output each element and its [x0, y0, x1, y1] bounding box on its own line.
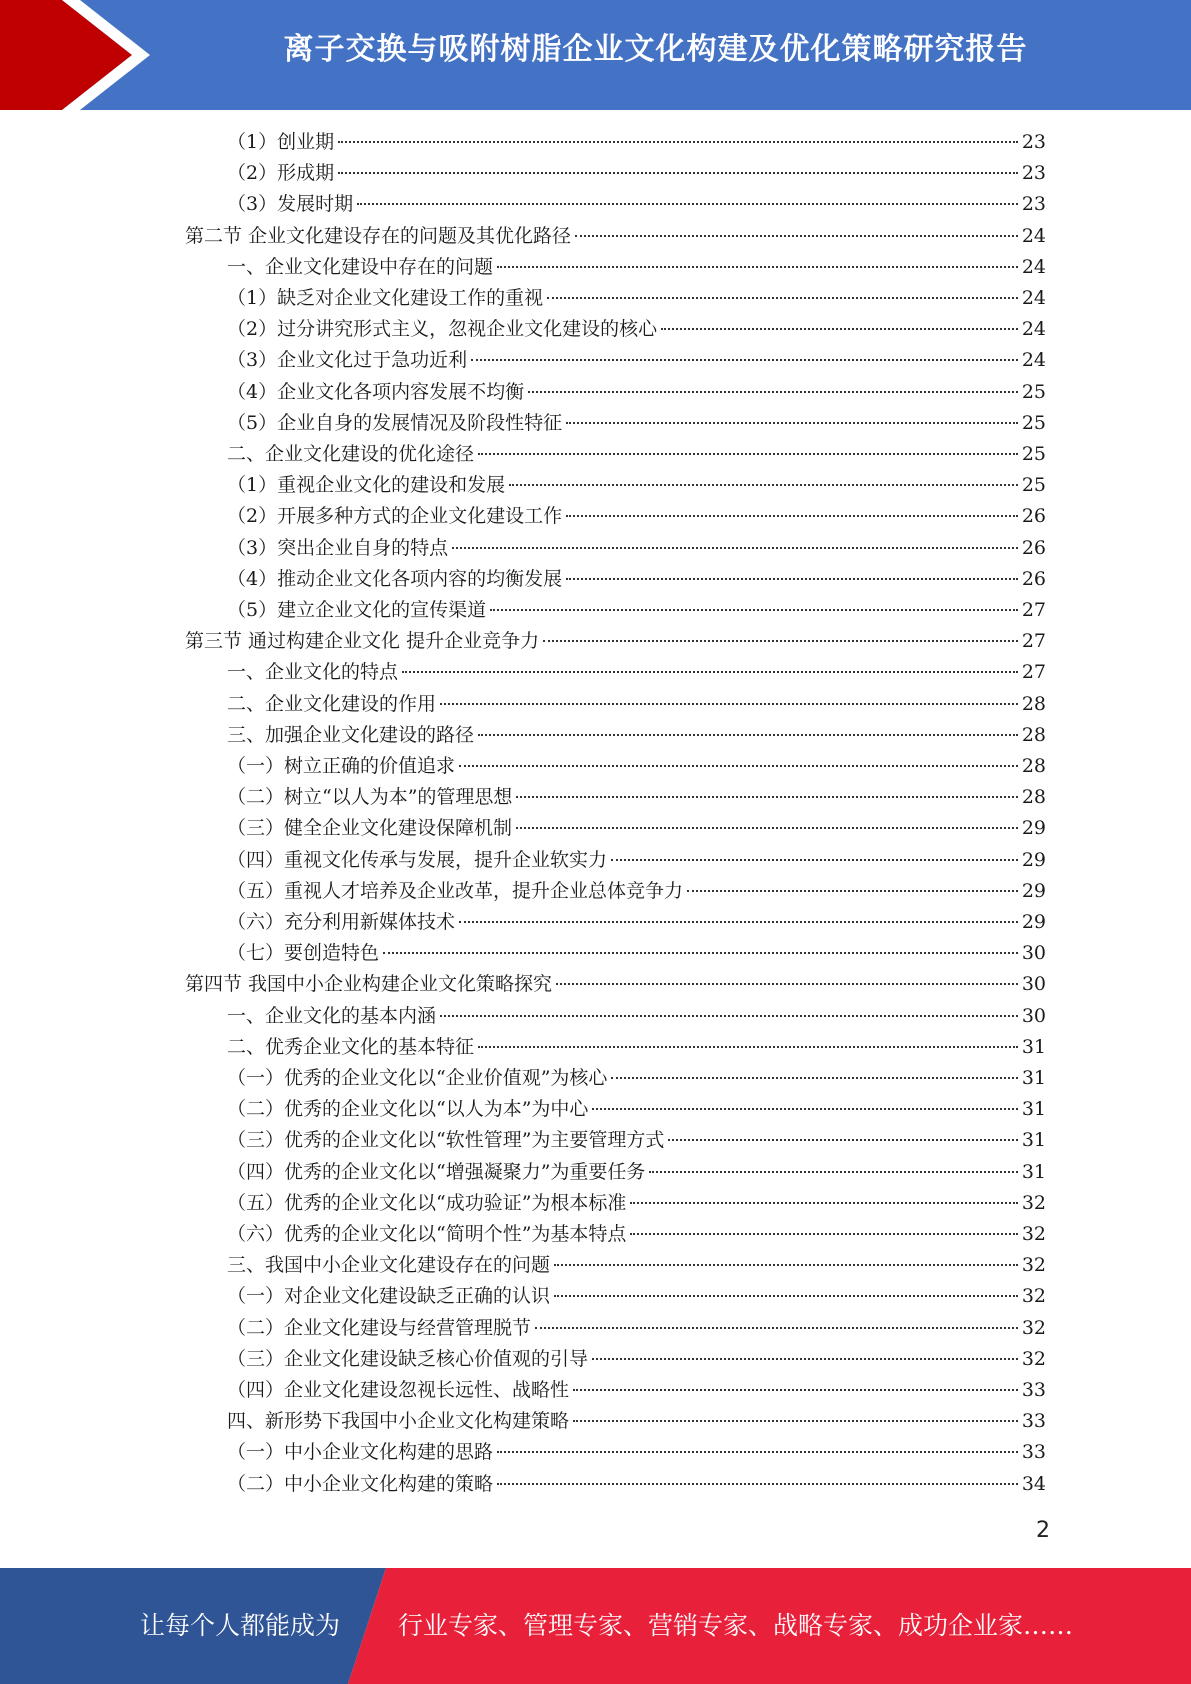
toc-dot-leader: [478, 453, 1018, 455]
toc-entry-page: 24: [1021, 224, 1046, 247]
toc-entry[interactable]: [227, 1250, 1046, 1281]
toc-entry[interactable]: [227, 1437, 1046, 1468]
toc-entry-title: 一、企业文化建设中存在的问题: [227, 255, 494, 278]
toc-entry[interactable]: [227, 813, 1046, 844]
toc-dot-leader: [554, 1295, 1018, 1297]
toc-dot-leader: [668, 1139, 1017, 1141]
toc-entry[interactable]: [227, 1313, 1046, 1344]
toc-entry-page: 23: [1021, 131, 1046, 153]
toc-entry-page: 30: [1021, 1004, 1046, 1027]
toc-entry-title: （4）推动企业文化各项内容的均衡发展: [227, 567, 563, 590]
toc-entry[interactable]: [227, 564, 1046, 595]
toc-entry-title: （二）树立“以人为本”的管理思想: [227, 786, 513, 809]
toc-entry-page: 31: [1021, 1160, 1046, 1183]
toc-entry[interactable]: [227, 782, 1046, 813]
toc-entry-title: （3）发展时期: [227, 193, 354, 216]
toc-entry-title: 二、企业文化建设的优化途径: [227, 443, 475, 465]
toc-dot-leader: [554, 1264, 1018, 1266]
toc-dot-leader: [592, 1358, 1018, 1360]
toc-entry[interactable]: [185, 221, 1046, 252]
toc-entry[interactable]: [227, 439, 1046, 470]
toc-entry-title: （五）优秀的企业文化以“成功验证”为根本标准: [227, 1191, 627, 1214]
toc-entry-title: （一）对企业文化建设缺乏正确的认识: [227, 1285, 551, 1308]
toc-entry[interactable]: [227, 1157, 1046, 1188]
toc-entry[interactable]: [227, 283, 1046, 314]
toc-entry-page: 26: [1021, 536, 1046, 559]
toc-entry-page: 34: [1021, 1472, 1046, 1495]
page-header: [0, 0, 1191, 110]
toc-entry-title: （一）中小企业文化构建的思路: [227, 1441, 494, 1464]
toc-entry-title: 四、新形势下我国中小企业文化构建策略: [227, 1410, 570, 1433]
toc-entry-page: 29: [1021, 817, 1046, 840]
toc-entry[interactable]: [227, 595, 1046, 626]
toc-entry-page: 26: [1021, 505, 1046, 528]
toc-entry[interactable]: [227, 689, 1046, 720]
toc-dot-leader: [630, 1202, 1017, 1204]
toc-entry-page: 30: [1021, 973, 1046, 996]
toc-entry-page: 28: [1021, 692, 1046, 715]
toc-entry[interactable]: [227, 314, 1046, 345]
toc-entry[interactable]: [227, 1063, 1046, 1094]
toc-entry-title: （一）树立正确的价值追求: [227, 755, 456, 777]
toc-entry[interactable]: [227, 1375, 1046, 1406]
toc-entry-page: 27: [1021, 599, 1046, 621]
toc-entry-page: 23: [1021, 162, 1046, 185]
toc-entry-title: （1）重视企业文化的建设和发展: [227, 474, 506, 497]
toc-dot-leader: [687, 890, 1018, 892]
toc-dot-leader: [575, 235, 1018, 237]
toc-entry-page: 24: [1021, 349, 1046, 372]
toc-entry-title: （二）中小企业文化构建的策略: [227, 1472, 494, 1495]
toc-dot-leader: [611, 1077, 1017, 1079]
toc-entry-page: 27: [1021, 630, 1046, 653]
toc-entry-title: 二、企业文化建设的作用: [227, 692, 437, 715]
toc-dot-leader: [573, 1420, 1018, 1422]
toc-entry-page: 31: [1021, 1098, 1046, 1121]
toc-dot-leader: [611, 859, 1018, 861]
toc-dot-leader: [490, 609, 1018, 611]
toc-dot-leader: [516, 796, 1017, 798]
toc-entry-page: 31: [1021, 1035, 1046, 1058]
toc-entry-page: 33: [1021, 1379, 1046, 1401]
toc-dot-leader: [573, 1389, 1018, 1391]
toc-entry-page: 30: [1021, 942, 1046, 965]
toc-entry-page: 24: [1021, 255, 1046, 278]
page-footer: [0, 1568, 1191, 1684]
toc-dot-leader: [440, 1015, 1018, 1017]
toc-entry-page: 24: [1021, 318, 1046, 341]
toc-entry-title: （3）企业文化过于急功近利: [227, 349, 468, 372]
toc-entry-title: （五）重视人才培养及企业改革，提升企业总体竞争力: [227, 879, 684, 902]
footer-slogan-right: 行业专家、管理专家、营销专家、战略专家、成功企业家……: [398, 1611, 1074, 1640]
toc-dot-leader: [478, 734, 1018, 736]
toc-dot-leader: [566, 422, 1018, 424]
report-title: 离子交换与吸附树脂企业文化构建及优化策略研究报告: [283, 32, 1028, 67]
toc-dot-leader: [547, 297, 1018, 299]
toc-entry[interactable]: [227, 408, 1046, 439]
toc-entry-title: （3）突出企业自身的特点: [227, 536, 449, 559]
toc-entry-title: 三、我国中小企业文化建设存在的问题: [227, 1254, 551, 1277]
toc-entry[interactable]: [227, 938, 1046, 969]
toc-entry-page: 28: [1021, 786, 1046, 809]
toc-entry-page: 24: [1021, 287, 1046, 309]
toc-dot-leader: [556, 983, 1018, 985]
toc-dot-leader: [338, 172, 1018, 174]
toc-dot-leader: [535, 1327, 1018, 1329]
toc-entry[interactable]: [227, 1188, 1046, 1219]
toc-dot-leader: [661, 328, 1018, 330]
toc-entry[interactable]: [227, 845, 1046, 876]
toc-entry-title: （2）过分讲究形式主义，忽视企业文化建设的核心: [227, 318, 658, 341]
toc-dot-leader: [402, 671, 1018, 673]
toc-entry[interactable]: [227, 1344, 1046, 1375]
toc-entry[interactable]: [227, 1094, 1046, 1125]
toc-entry-title: （六）优秀的企业文化以“简明个性”为基本特点: [227, 1223, 627, 1245]
toc-entry[interactable]: [227, 1219, 1046, 1250]
toc-entry-title: （三）企业文化建设缺乏核心价值观的引导: [227, 1347, 589, 1370]
toc-dot-leader: [440, 703, 1018, 705]
toc-dot-leader: [357, 203, 1018, 205]
toc-entry[interactable]: [227, 720, 1046, 751]
toc-entry-page: 28: [1021, 755, 1046, 777]
toc-entry-title: （1）缺乏对企业文化建设工作的重视: [227, 287, 544, 309]
toc-dot-leader: [516, 827, 1018, 829]
toc-entry-title: （2）开展多种方式的企业文化建设工作: [227, 505, 563, 528]
toc-entry-title: 第二节 企业文化建设存在的问题及其优化路径: [185, 224, 572, 247]
toc-dot-leader: [497, 266, 1018, 268]
toc-entry[interactable]: [227, 470, 1046, 501]
toc-entry-page: 28: [1021, 723, 1046, 746]
toc-entry-page: 29: [1021, 848, 1046, 871]
toc-entry-page: 32: [1021, 1347, 1046, 1370]
toc-entry-title: （三）优秀的企业文化以“软性管理”为主要管理方式: [227, 1129, 665, 1152]
toc-entry[interactable]: [227, 907, 1046, 938]
toc-entry-page: 25: [1021, 474, 1046, 497]
toc-entry-page: 32: [1021, 1316, 1046, 1339]
toc-dot-leader: [459, 921, 1018, 923]
toc-dot-leader: [566, 578, 1018, 580]
toc-entry-title: （六）充分利用新媒体技术: [227, 911, 456, 933]
toc-entry[interactable]: [227, 1125, 1046, 1156]
toc-entry-title: （四）企业文化建设忽视长远性、战略性: [227, 1379, 570, 1401]
toc-entry-title: 二、优秀企业文化的基本特征: [227, 1035, 475, 1058]
toc-entry-page: 32: [1021, 1285, 1046, 1308]
toc-entry-title: （一）优秀的企业文化以“企业价值观”为核心: [227, 1067, 608, 1089]
toc-entry[interactable]: [227, 189, 1046, 220]
toc-entry-title: （5）建立企业文化的宣传渠道: [227, 599, 487, 621]
toc-entry[interactable]: [227, 751, 1046, 782]
toc-dot-leader: [383, 952, 1018, 954]
toc-dot-leader: [497, 1451, 1018, 1453]
toc-entry-page: 29: [1021, 911, 1046, 933]
toc-dot-leader: [566, 515, 1018, 517]
toc-entry[interactable]: [227, 876, 1046, 907]
toc-entry-page: 26: [1021, 567, 1046, 590]
toc-entry-page: 23: [1021, 193, 1046, 216]
toc-entry-page: 32: [1021, 1191, 1046, 1214]
page-number: 2: [1036, 1518, 1050, 1543]
toc-entry-title: （二）优秀的企业文化以“以人为本”为中心: [227, 1098, 589, 1121]
toc-entry-title: 一、企业文化的特点: [227, 661, 399, 684]
toc-entry[interactable]: [185, 626, 1046, 657]
toc-entry-page: 25: [1021, 411, 1046, 434]
toc-entry-title: 一、企业文化的基本内涵: [227, 1004, 437, 1027]
footer-slogan-left: 让每个人都能成为: [140, 1611, 341, 1640]
toc-entry-page: 25: [1021, 380, 1046, 403]
toc-entry-page: 32: [1021, 1254, 1046, 1277]
toc-entry-title: 第三节 通过构建企业文化 提升企业竞争力: [185, 630, 540, 653]
chevron-arrow-icon: [0, 0, 160, 110]
toc-entry[interactable]: [227, 252, 1046, 283]
toc-dot-leader: [649, 1171, 1017, 1173]
toc-entry[interactable]: [185, 969, 1046, 1000]
toc-entry[interactable]: [227, 377, 1046, 408]
toc-entry[interactable]: [227, 1469, 1046, 1500]
toc-dot-leader: [630, 1233, 1017, 1235]
toc-dot-leader: [459, 765, 1018, 767]
toc-entry-page: 33: [1021, 1410, 1046, 1433]
toc-dot-leader: [528, 391, 1018, 393]
toc-entry-title: （三）健全企业文化建设保障机制: [227, 817, 513, 840]
toc-entry-page: 27: [1021, 661, 1046, 684]
toc-entry-title: （1）创业期: [227, 131, 335, 153]
toc-entry-title: （2）形成期: [227, 162, 335, 185]
toc-dot-leader: [478, 1046, 1018, 1048]
toc-entry-page: 32: [1021, 1223, 1046, 1245]
toc-dot-leader: [471, 359, 1018, 361]
toc-dot-leader: [452, 547, 1018, 549]
toc-entry[interactable]: [227, 158, 1046, 189]
toc-entry[interactable]: [227, 1281, 1046, 1312]
toc-entry-title: （四）重视文化传承与发展，提升企业软实力: [227, 848, 608, 871]
toc-entry-page: 31: [1021, 1067, 1046, 1089]
toc-entry-title: （4）企业文化各项内容发展不均衡: [227, 380, 525, 403]
toc-entry-title: 三、加强企业文化建设的路径: [227, 723, 475, 746]
toc-dot-leader: [592, 1108, 1017, 1110]
toc-entry-title: （七）要创造特色: [227, 942, 380, 965]
toc-entry-page: 31: [1021, 1129, 1046, 1152]
toc-dot-leader: [543, 640, 1018, 642]
toc-dot-leader: [497, 1483, 1018, 1485]
toc-entry[interactable]: [227, 657, 1046, 688]
toc-entry[interactable]: [227, 1032, 1046, 1063]
toc-entry-page: 33: [1021, 1441, 1046, 1464]
toc-entry[interactable]: [227, 1406, 1046, 1437]
toc-entry-title: （二）企业文化建设与经营管理脱节: [227, 1316, 532, 1339]
toc-entry[interactable]: [227, 533, 1046, 564]
toc-entry[interactable]: [227, 345, 1046, 376]
toc-entry-title: （四）优秀的企业文化以“增强凝聚力”为重要任务: [227, 1160, 646, 1183]
toc-entry-page: 25: [1021, 443, 1046, 465]
toc-dot-leader: [509, 484, 1018, 486]
toc-entry-title: （5）企业自身的发展情况及阶段性特征: [227, 411, 563, 434]
toc-dot-leader: [338, 141, 1018, 143]
toc-entry[interactable]: [227, 1001, 1046, 1032]
toc-entry[interactable]: [227, 501, 1046, 532]
toc-entry-title: 第四节 我国中小企业构建企业文化策略探究: [185, 973, 553, 996]
toc-entry[interactable]: [227, 127, 1046, 158]
toc-entry-page: 29: [1021, 879, 1046, 902]
